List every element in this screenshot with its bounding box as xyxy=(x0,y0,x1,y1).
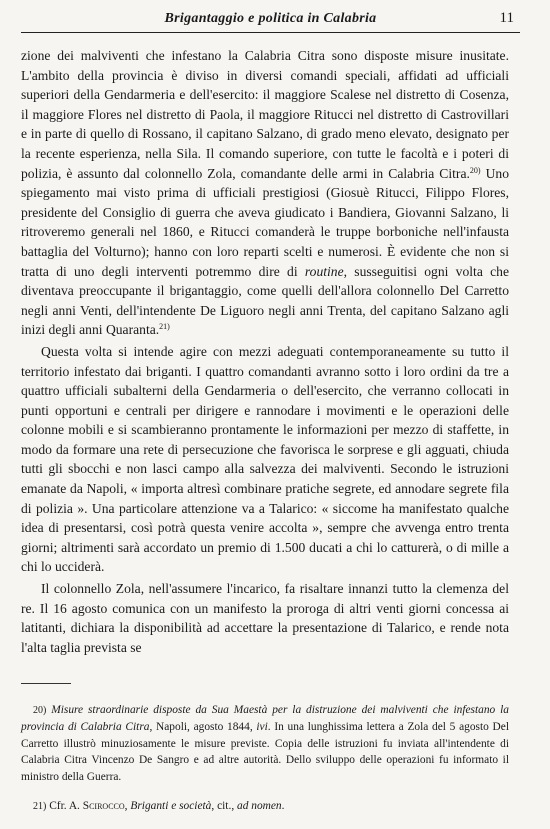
paragraph xyxy=(21,46,509,340)
footnote-ad-nomen: ad nomen xyxy=(237,800,282,813)
footnote-text: . In una lunghissima lettera a Zola del 5 agosto Del Carretto illustrò minuziosamente le misure previste. Copia delle istruzioni fu inviata all'intendente di Calabria Citra Vincenzo De Sangro e ad altre autorità. Dello sviluppo delle operazioni fu informato il ministro della Guerra. xyxy=(21,721,509,783)
footnote-number: 21) xyxy=(33,801,47,813)
paragraph: Il colonnello Zola, nell'assumere l'incarico, fa risaltare innanzi tutto la clemenza del re. Il 16 agosto comunica con un manifesto la proroga di altri venti giorni concessa ai latitanti, dichiara la disponibilità ad accettare la presentazione di Talarico, e rende nota l'alta taglia prevista se xyxy=(21,581,509,655)
footnote-ivi: ivi xyxy=(256,721,268,734)
footnote xyxy=(21,702,509,785)
text-run: zione dei malviventi che infestano la Calabria Citra sono disposte misure inusitate. L'ambito della provincia è diviso in diversi comandi speciali, affidati ad ufficiali superiori della Gendarmeria e dell'esercito: il maggiore Scalese nel distretto di Cosenza, il maggiore Flores nel distretto di Paola, il maggiore Ritucci nel distretto di Castrovillari e in parte di quello di Rossano, il capitano Salzano, di grado meno elevato, designato per la recente esperienza, nella Sila. Il comando superiore, con tutte le facoltà e i poteri di polizia, è assunto dal colonnello Zola, comandante delle armi in Calabria Citra. xyxy=(21,48,509,181)
main-text xyxy=(21,46,509,657)
footnote-author: Scirocco xyxy=(82,800,125,813)
footnote-text: , cit., xyxy=(211,800,238,813)
italic-term: routine xyxy=(304,263,344,279)
footnote-author-initial: A. xyxy=(68,800,80,813)
footnote-separator xyxy=(21,683,71,684)
footnote-title: Misure straordinarie disposte da Sua Maestà per la distruzione dei malviventi che infestano la provincia di Calabria Citra xyxy=(21,704,509,734)
footnote-ref: 20) xyxy=(469,165,481,175)
running-title: Brigantaggio e politica in Calabria xyxy=(164,11,377,26)
footnote-punct: , xyxy=(124,800,128,813)
footnote-text: , Napoli, agosto 1844, xyxy=(149,721,257,734)
footnote-work: Briganti e società xyxy=(130,800,212,813)
text-run: , susseguitisi ogni volta che diventava preoccupante il brigantaggio, come quelli dell'allora colonnello Del Carretto negli anni Venti, dell'intendente De Liguoro negli anni Trenta, del capitano Salzano agli inizi degli anni Quaranta. xyxy=(21,263,509,338)
text-run: Uno spiegamento mai visto prima di ufficiali prestigiosi (Giosuè Ritucci, Filippo Flores, presidente del Consiglio di guerra che aveva giudicato i Bandiera, Giovanni Salzano, li ritroveremo generali nel 1860, e Ritucci comanderà le truppe borboniche nell'infausta battaglia del Volturno); hanno con loro reparti scelti e numerosi. È evidente che non si tratta di uno degli interventi potremmo dire di xyxy=(21,165,509,279)
footnote-ref: 21) xyxy=(159,322,170,332)
footnotes xyxy=(21,702,509,815)
footnote-number: 20) xyxy=(33,705,47,716)
footnote-punct: . xyxy=(281,800,285,813)
page-number: 11 xyxy=(499,10,514,26)
page-header xyxy=(21,6,520,33)
footnote-cfr: Cfr. xyxy=(49,800,67,813)
footnote xyxy=(21,798,509,815)
paragraph: Questa volta si intende agire con mezzi adeguati contemporaneamente su tutto il territorio infestato dai briganti. I quattro comandanti avranno sotto i loro ordini da tre a quattro ufficiali subalterni della Gendarmeria o dell'esercito, che verranno collocati in punti opportuni e centrali per dirigere e rannodare i movimenti e le operazioni delle colonne mobili e si scambieranno prontamente le informazioni per mezzo di staffette, in modo da formare una rete di persecuzione che favorisca le sorprese e gli agguati, chiuda tutti gli sbocchi e non lasci campo alla salvezza dei malviventi. Secondo le istruzioni emanate da Napoli, « importa altresì combinare pratiche segrete, ed annodare segrete fila di polizia ». Una particolare attenzione va a Talarico: « siccome ha manifestato qualche idea di presentarsi, così potrà questa venire accolta », sempre che avvenga entro trenta giorni; altrimenti sarà accordato un premio di 1.500 ducati a chi lo catturerà, o di mille a chi lo ucciderà. xyxy=(21,343,509,575)
